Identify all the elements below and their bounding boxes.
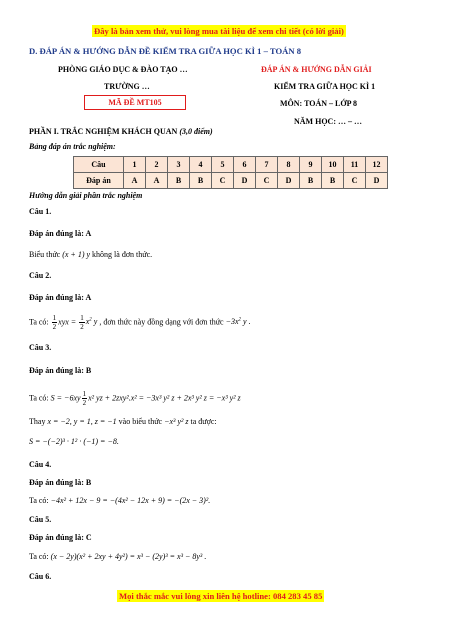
q2-math-2-base: x [85, 317, 90, 327]
q3-line1 [29, 390, 241, 407]
table-cell-a11: C [344, 173, 366, 189]
table-cell-a8: D [278, 173, 300, 189]
q3-line2 [29, 417, 217, 426]
table-cell-q6: 6 [234, 157, 256, 173]
q4-label: Câu 4. [29, 460, 52, 469]
q2-math-1: xyx = [58, 317, 79, 327]
answer-table-row-answers [74, 173, 388, 189]
table-cell-q3: 3 [168, 157, 190, 173]
q2-math-3 [226, 317, 251, 326]
q3-text-a: Thay [29, 417, 48, 426]
table-cell-q12: 12 [366, 157, 388, 173]
q3-math-b: x² yz + 2zxy².x² = −3x³ y² z + 2x³ y² z = −x³ y² z [88, 393, 241, 403]
fraction-denominator: 2 [52, 323, 57, 331]
q5-label: Câu 5. [29, 515, 52, 524]
q1-label: Câu 1. [29, 207, 52, 216]
q2-math-2-exp: 2 [89, 317, 92, 323]
fraction-denominator: 2 [80, 323, 84, 331]
answer-table [73, 156, 388, 189]
table-cell-a2: A [146, 173, 168, 189]
preview-banner: Đây là bản xem thử, vui lòng mua tài liệu để xem chi tiết (có lời giải) [94, 26, 344, 36]
section-title: D. ĐÁP ÁN & HƯỚNG DẪN ĐỀ KIỂM TRA GIỮA HỌC KÌ 1 – TOÁN 8 [29, 46, 301, 56]
q4-math: −4x² + 12x − 9 = −(4x² − 12x + 9) = −(2x − 3)². [50, 496, 211, 505]
q1-explanation [29, 250, 152, 259]
q2-fraction-2 [79, 314, 85, 331]
answer-table-caption: Bảng đáp án trắc nghiệm: [29, 142, 116, 151]
table-cell-q5: 5 [212, 157, 234, 173]
q2-label: Câu 2. [29, 271, 52, 280]
q5-math: (x − 2y)(x² + 2xy + 4y²) = x³ − (2y)³ = x³ − 8y³ . [50, 552, 207, 561]
q3-math-a: S = −6xy [50, 393, 81, 403]
q2-math-2 [86, 317, 98, 326]
q4-prefix: Ta có: [29, 496, 51, 505]
q3-text-c: ta được: [188, 417, 217, 426]
q4-explanation [29, 496, 210, 505]
guide-caption: Hướng dẫn giải phần trắc nghiệm [29, 191, 143, 200]
table-cell-a3: B [168, 173, 190, 189]
q3-text-b: vào biểu thức [116, 417, 165, 426]
school-year: NĂM HỌC: … – … [294, 117, 362, 126]
table-cell-a10: B [322, 173, 344, 189]
table-cell-q10: 10 [322, 157, 344, 173]
q2-math-2-tail: y [91, 317, 98, 327]
table-header-cell: Đáp án [74, 173, 124, 189]
answer-guide-title: ĐÁP ÁN & HƯỚNG DẪN GIẢI [261, 65, 372, 74]
q5-explanation [29, 552, 206, 561]
part1-title-text: PHẦN I. TRẮC NGHIỆM KHÁCH QUAN [29, 127, 180, 136]
table-cell-q11: 11 [344, 157, 366, 173]
part1-title [29, 127, 213, 136]
q2-explanation [29, 314, 251, 331]
q1-text-b: không là đơn thức. [90, 250, 153, 259]
q6-label: Câu 6. [29, 572, 52, 581]
table-cell-a12: D [366, 173, 388, 189]
q1-text-a: Biểu thức [29, 250, 63, 259]
q2-text: , đơn thức này đồng dạng với đơn thức [97, 317, 226, 327]
exam-code-box: MÃ ĐỀ MT105 [84, 95, 186, 110]
q2-answer: Đáp án đúng là: A [29, 293, 92, 302]
table-cell-q1: 1 [124, 157, 146, 173]
q5-answer: Đáp án đúng là: C [29, 533, 92, 542]
q2-math-3-exp: 2 [238, 317, 242, 323]
q1-answer: Đáp án đúng là: A [29, 229, 92, 238]
q3-values: x = −2, y = 1, z = −1 [47, 417, 117, 426]
q3-prefix: Ta có: [29, 393, 51, 403]
table-cell-a7: C [256, 173, 278, 189]
table-cell-q9: 9 [300, 157, 322, 173]
fraction-numerator: 1 [52, 314, 57, 322]
table-cell-a4: B [190, 173, 212, 189]
table-cell-q4: 4 [190, 157, 212, 173]
answer-table-row-questions [74, 157, 388, 173]
part1-points: (3,0 điểm) [179, 127, 213, 136]
exam-name: KIỂM TRA GIỮA HỌC KÌ 1 [274, 82, 376, 91]
dept-name: PHÒNG GIÁO DỤC & ĐÀO TẠO … [58, 65, 188, 74]
q2-math-3-base: −3x [225, 317, 239, 327]
table-cell-q2: 2 [146, 157, 168, 173]
school-name: TRƯỜNG … [104, 82, 150, 91]
q4-answer: Đáp án đúng là: B [29, 478, 92, 487]
q5-prefix: Ta có: [29, 552, 51, 561]
table-cell-q7: 7 [256, 157, 278, 173]
q2-fraction-1 [52, 314, 58, 331]
table-header-cell: Câu [74, 157, 124, 173]
table-cell-q8: 8 [278, 157, 300, 173]
table-cell-a6: D [234, 173, 256, 189]
table-cell-a5: C [212, 173, 234, 189]
hotline-banner: Mọi thắc mắc vui lòng xin liên hệ hotline: 084 283 45 85 [119, 591, 323, 601]
fraction-denominator: 2 [82, 399, 87, 407]
table-cell-a9: B [300, 173, 322, 189]
subject-grade: MÔN: TOÁN – LỚP 8 [280, 99, 358, 108]
q3-label: Câu 3. [29, 343, 52, 352]
q1-math: (x + 1) y [62, 250, 91, 259]
fraction-numerator: 1 [80, 314, 84, 322]
q3-fraction [82, 390, 88, 407]
fraction-numerator: 1 [82, 390, 87, 398]
q3-answer: Đáp án đúng là: B [29, 366, 92, 375]
q2-prefix: Ta có: [29, 317, 51, 327]
q3-result: S = −(−2)³ · 1² · (−1) = −8. [29, 437, 119, 446]
q2-math-3-tail: y . [241, 317, 251, 327]
table-cell-a1: A [124, 173, 146, 189]
q3-expression: −x³ y² z [164, 417, 189, 426]
